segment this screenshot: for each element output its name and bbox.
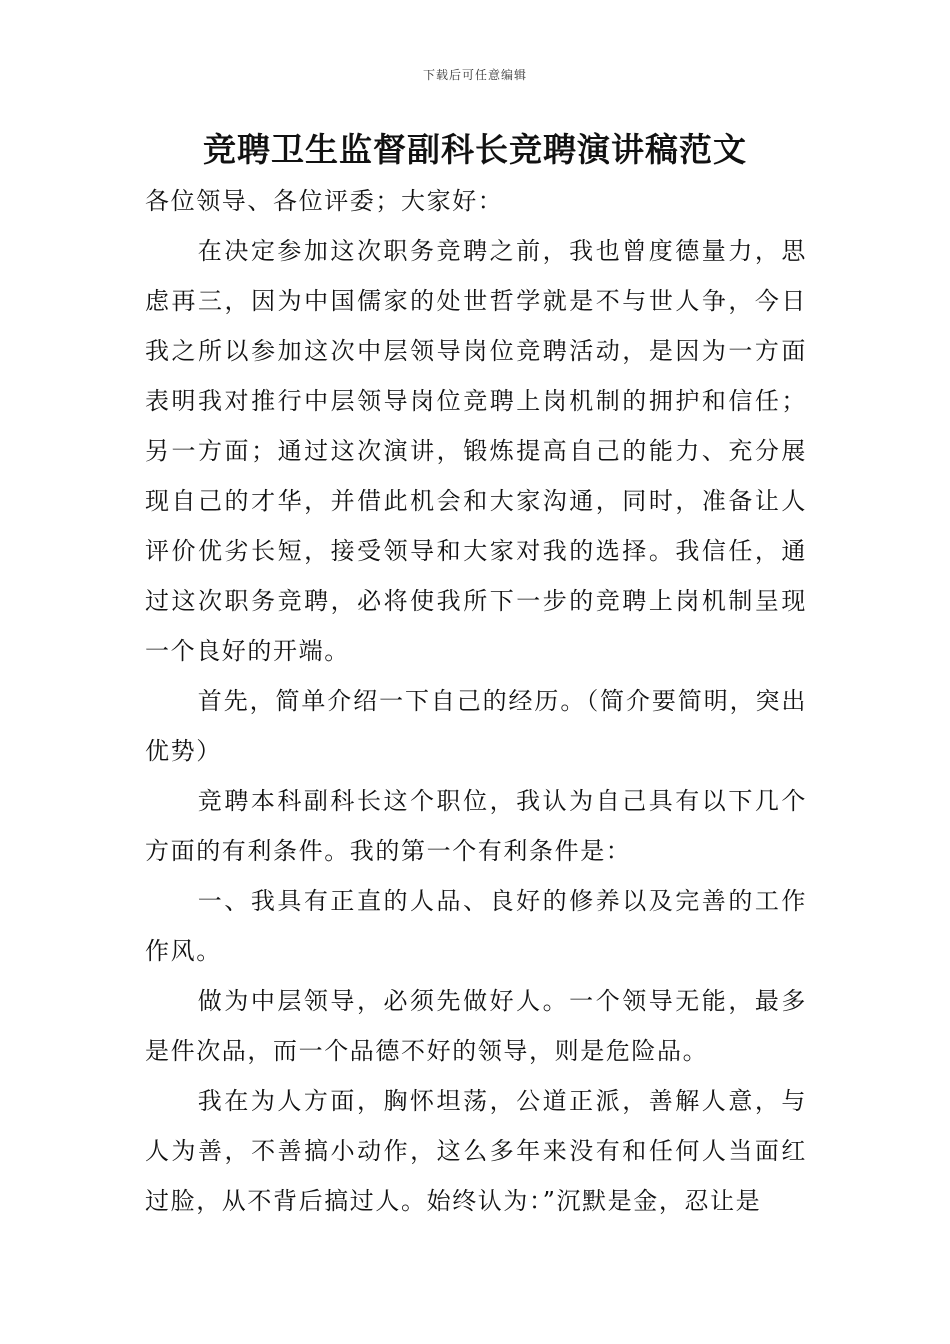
paragraph-2: 首先，简单介绍一下自己的经历。（简介要简明，突出优势）: [145, 687, 807, 765]
salutation: 各位领导、各位评委；大家好：: [145, 187, 504, 215]
paragraph-3: 竞聘本科副科长这个职位，我认为自己具有以下几个方面的有利条件。我的第一个有利条件是：: [145, 787, 807, 865]
paragraph-4: 一、我具有正直的人品、良好的修养以及完善的工作作风。: [145, 887, 807, 965]
document-body: [145, 176, 807, 1226]
document-title: 竞聘卫生监督副科长竞聘演讲稿范文: [203, 130, 747, 169]
header-note: 下载后可任意编辑: [422, 68, 527, 82]
paragraph-1: 在决定参加这次职务竞聘之前，我也曾度德量力，思虑再三，因为中国儒家的处世哲学就是不与世人争，今日我之所以参加这次中层领导岗位竞聘活动，是因为一方面表明我对推行中层领导岗位竞聘上岗机制的拥护和信任；另一方面；通过这次演讲，锻炼提高自己的能力、充分展现自己的才华，并借此机会和大家沟通，同时，准备让人评价优劣长短，接受领导和大家对我的选择。我信任，通过这次职务竞聘，必将使我所下一步的竞聘上岗机制呈现一个良好的开端。: [145, 237, 807, 665]
paragraph-6: 我在为人方面，胸怀坦荡，公道正派，善解人意，与人为善，不善搞小动作，这么多年来没有和任何人当面红过脸，从不背后搞过人。始终认为：”沉默是金，忍让是: [145, 1087, 807, 1215]
paragraph-5: 做为中层领导，必须先做好人。一个领导无能，最多是件次品，而一个品德不好的领导，则是危险品。: [145, 987, 807, 1065]
